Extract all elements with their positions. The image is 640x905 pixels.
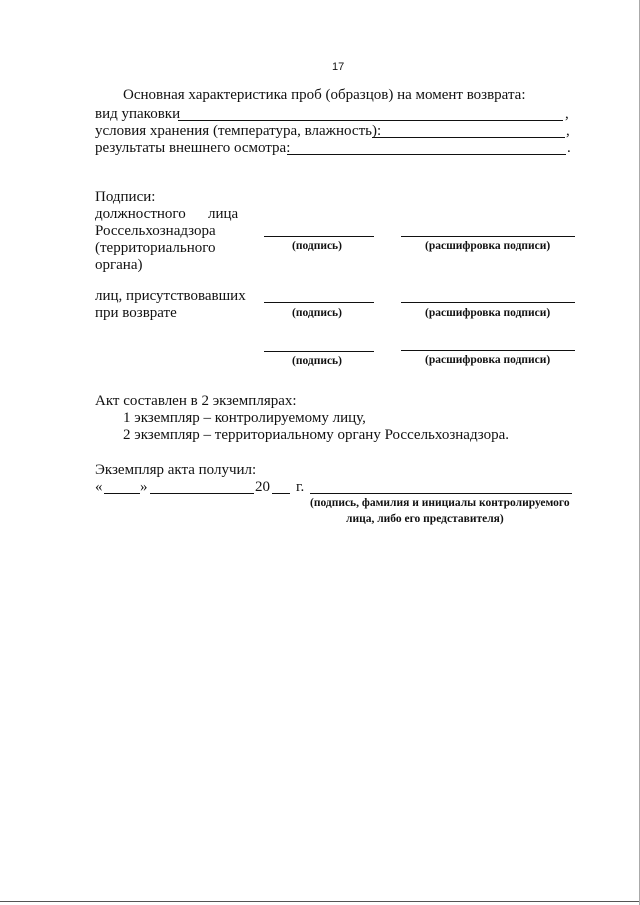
present-signature-line-1: [264, 302, 374, 303]
receipt-heading: Экземпляр акта получил:: [95, 462, 257, 478]
date-year-prefix: 20: [255, 479, 270, 495]
storage-comma: ,: [566, 123, 570, 139]
present-decoding-caption-2: (расшифровка подписи): [425, 354, 551, 366]
copy-1-text: 1 экземпляр – контролируемому лицу,: [123, 410, 366, 426]
storage-field-line: [372, 137, 565, 138]
present-signature-line-2: [264, 351, 374, 352]
official-label-line1a: должностного: [95, 206, 186, 222]
date-close-quote: »: [140, 479, 148, 495]
inspection-period: .: [567, 140, 571, 156]
page-number: 17: [332, 61, 345, 73]
present-label-line2: при возврате: [95, 305, 177, 321]
official-label-line4: органа): [95, 257, 143, 273]
copies-heading: Акт составлен в 2 экземплярах:: [95, 393, 297, 409]
present-decoding-caption-1: (расшифровка подписи): [425, 307, 551, 319]
date-month-line: [150, 493, 254, 494]
official-signature-line: [264, 236, 374, 237]
packaging-label: вид упаковки: [95, 106, 181, 122]
receipt-caption-line2: лица, либо его представителя): [346, 513, 504, 525]
present-decoding-line-1: [401, 302, 575, 303]
official-decoding-caption: (расшифровка подписи): [425, 240, 551, 252]
storage-label: условия хранения (температура, влажность):: [95, 123, 382, 139]
receipt-caption-line1: (подпись, фамилия и инициалы контролируемого: [310, 497, 570, 509]
characteristics-heading: Основная характеристика проб (образцов) на момент возврата:: [123, 87, 526, 103]
inspection-field-line: [287, 154, 566, 155]
official-label-line2: Россельхознадзора: [95, 223, 216, 239]
packaging-field-line: [178, 120, 563, 121]
date-day-line: [104, 493, 140, 494]
receipt-signature-line: [310, 493, 572, 494]
present-label-line1: лиц, присутствовавших: [95, 288, 246, 304]
signatures-heading: Подписи:: [95, 189, 156, 205]
official-decoding-line: [401, 236, 575, 237]
date-year-line: [272, 493, 290, 494]
official-label-line3: (территориального: [95, 240, 216, 256]
copy-2-text: 2 экземпляр – территориальному органу Россельхознадзора.: [123, 427, 510, 443]
present-decoding-line-2: [401, 350, 575, 351]
packaging-comma: ,: [565, 106, 569, 122]
present-signature-caption-2: (подпись): [292, 355, 342, 367]
page-edge: [0, 901, 640, 902]
date-open-quote: «: [95, 479, 103, 495]
inspection-label: результаты внешнего осмотра:: [95, 140, 291, 156]
official-label-line1b: лица: [208, 206, 239, 222]
present-signature-caption-1: (подпись): [292, 307, 342, 319]
date-year-suffix: г.: [296, 479, 305, 495]
official-signature-caption: (подпись): [292, 240, 342, 252]
